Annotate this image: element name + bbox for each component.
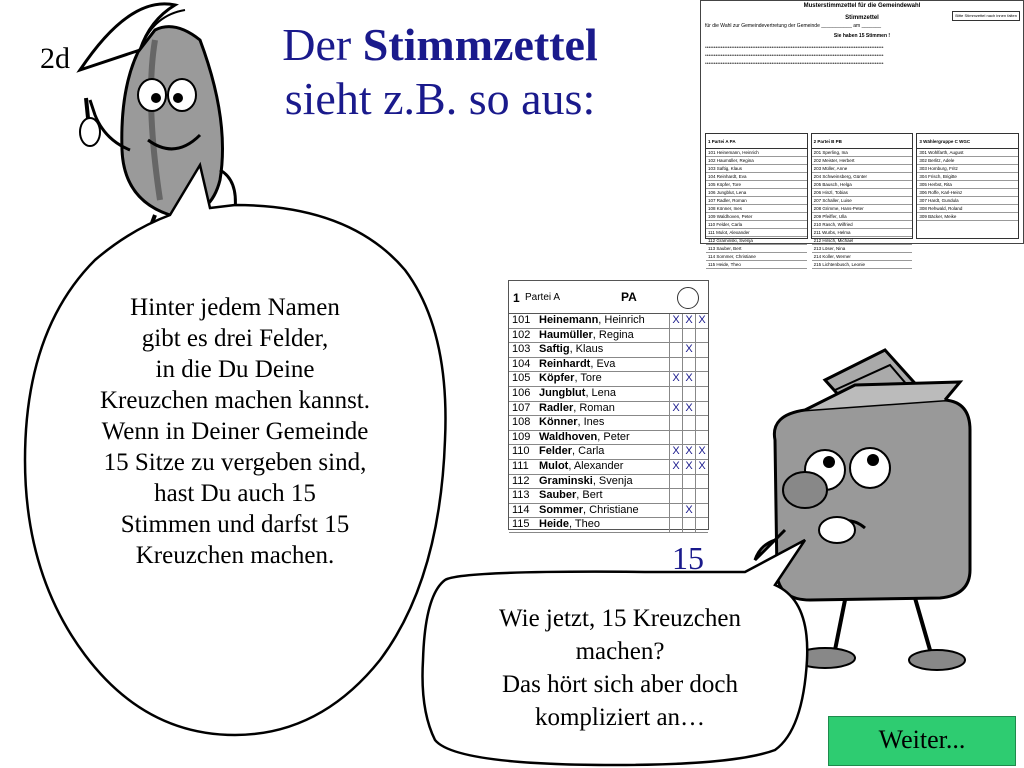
ballot-doc-row: 114 Sommer, Christiane [706, 253, 807, 261]
left-bubble-line: Hinter jedem Namen [130, 294, 340, 321]
candidate-lastname: Jungblut [539, 386, 586, 399]
ballot-doc-row: 208 Grimme, Hans-Peter [812, 205, 913, 213]
ballot-doc-row: 102 Haumüller, Regina [706, 157, 807, 165]
ballot-row [509, 504, 708, 519]
candidate-name [539, 518, 600, 531]
vote-field[interactable]: X [695, 314, 708, 328]
vote-fields [669, 489, 708, 503]
ballot-doc-row: 303 Homburg, Fritz [917, 165, 1018, 173]
vote-field[interactable] [695, 358, 708, 372]
candidate-lastname: Heide [539, 518, 569, 531]
vote-field[interactable]: X [669, 402, 682, 416]
vote-field[interactable]: X [682, 445, 695, 459]
candidate-firstname: , Roman [573, 401, 615, 414]
right-bubble-line: Das hört sich aber doch [501, 671, 739, 698]
vote-field[interactable] [669, 416, 682, 430]
ballot-doc-column [705, 133, 808, 267]
weiter-button[interactable]: Weiter... [828, 716, 1016, 766]
ballot-doc-subtitle: Stimmzettel [845, 15, 879, 21]
candidate-number: 102 [512, 328, 531, 341]
vote-field[interactable]: X [682, 314, 695, 328]
candidate-name [539, 343, 603, 356]
candidate-number: 106 [512, 386, 531, 399]
ballot-row [509, 387, 708, 402]
candidate-firstname: , Christiane [583, 503, 639, 516]
vote-field[interactable]: X [682, 504, 695, 518]
left-bubble-line: hast Du auch 15 [154, 480, 316, 507]
vote-fields [669, 431, 708, 445]
ballot-row [509, 372, 708, 387]
ballot-zoom-header [509, 281, 708, 314]
ballot-doc-row: 204 Schweinsberg, Günter [812, 173, 913, 181]
candidate-firstname: , Tore [574, 372, 602, 385]
candidate-firstname: , Alexander [568, 459, 624, 472]
vote-fields [669, 329, 708, 343]
candidate-name [539, 329, 634, 342]
ballot-doc-row: 203 Müller, Anne [812, 165, 913, 173]
vote-field[interactable] [695, 343, 708, 357]
candidate-name [539, 475, 633, 488]
vote-fields [669, 475, 708, 489]
vote-field[interactable]: X [669, 460, 682, 474]
ballot-doc-row: 206 Hinzl, Tobias [812, 189, 913, 197]
title-part2: Stimmzettel [362, 19, 598, 70]
ballot-doc-row: 302 Berlitz, Adele [917, 157, 1018, 165]
right-bubble-line: Wie jetzt, 15 Kreuzchen [499, 605, 741, 632]
ballot-doc-row: 103 Saftig, Klaus [706, 165, 807, 173]
vote-field[interactable] [695, 518, 708, 532]
ballot-doc-row: 104 Reinhardt, Eva [706, 173, 807, 181]
ballot-row [509, 518, 708, 533]
vote-field[interactable] [682, 387, 695, 401]
party-circle-field[interactable] [677, 287, 699, 309]
ballot-doc-row: 304 Frisch, Brigitte [917, 173, 1018, 181]
candidate-number: 107 [512, 401, 531, 414]
candidate-number: 101 [512, 314, 531, 326]
vote-fields [669, 416, 708, 430]
vote-field[interactable] [669, 358, 682, 372]
candidate-name [539, 431, 630, 444]
ballot-row [509, 358, 708, 373]
candidate-number: 115 [512, 518, 530, 531]
candidate-name [539, 358, 615, 371]
vote-fields [669, 402, 708, 416]
candidate-name [539, 314, 645, 327]
ballot-doc-column-header: 1 Partei A PA [706, 134, 807, 149]
vote-fields [669, 358, 708, 372]
left-bubble-line: Stimmen und darfst 15 [120, 511, 350, 538]
vote-field[interactable] [682, 329, 695, 343]
ballot-doc-row: 307 Hardt, Gundula [917, 197, 1018, 205]
vote-fields [669, 372, 708, 386]
ballot-doc-row: 309 Bäcker, Meike [917, 213, 1018, 221]
candidate-name [539, 387, 616, 400]
ballot-doc-column [811, 133, 914, 267]
party-abbr: PA [621, 290, 637, 304]
candidate-firstname: , Ines [577, 416, 605, 429]
ballot-zoom [508, 280, 709, 530]
left-bubble-line: Kreuzchen machen. [135, 542, 335, 569]
candidate-lastname: Radler [539, 401, 574, 414]
candidate-lastname: Waldhoven [539, 430, 598, 443]
candidate-number: 108 [512, 416, 531, 429]
candidate-number: 103 [512, 343, 531, 356]
ballot-doc-row: 115 Heide, Theo [706, 261, 807, 269]
candidate-lastname: Sommer [539, 503, 584, 516]
vote-field[interactable] [669, 504, 682, 518]
left-bubble-line: in die Du Deine [155, 356, 315, 383]
candidate-name [539, 402, 615, 415]
vote-field[interactable] [669, 329, 682, 343]
ballot-doc-row: 211 Wurbs, Helma [812, 229, 913, 237]
vote-field[interactable] [695, 387, 708, 401]
candidate-lastname: Mulot [539, 459, 569, 472]
candidate-firstname: , Theo [568, 518, 600, 531]
ballot-doc-row: 105 Köpfer, Tore [706, 181, 807, 189]
vote-fields [669, 387, 708, 401]
slide-title [200, 18, 680, 126]
ballot-row [509, 489, 708, 504]
ballot-doc-row: 112 Graminski, Svenja [706, 237, 807, 245]
title-part1: Der [282, 19, 363, 70]
candidate-number: 111 [512, 459, 529, 472]
vote-field[interactable] [695, 504, 708, 518]
ballot-doc-row: 107 Radler, Roman [706, 197, 807, 205]
party-number: 1 [513, 291, 520, 305]
party-name: Partei A [525, 292, 561, 303]
vote-field[interactable] [695, 475, 708, 489]
vote-field[interactable] [682, 518, 695, 532]
slide-number: 2d [40, 42, 70, 75]
vote-fields [669, 445, 708, 459]
ballot-doc-row: 308 Rehwald, Roland [917, 205, 1018, 213]
candidate-lastname: Felder [539, 445, 573, 458]
candidate-firstname: , Eva [590, 357, 616, 370]
ballot-doc-column-header: 2 Partei B PB [812, 134, 913, 149]
vote-field[interactable] [695, 329, 708, 343]
vote-field[interactable] [695, 372, 708, 386]
vote-field[interactable]: X [669, 372, 682, 386]
left-bubble-line: gibt es drei Felder, [141, 325, 329, 352]
ballot-document-thumbnail: Musterstimmzettel für die Gemeindewahl Bitte Stimmzettel nach innen falten Stimmzettel für die Wahl zur Gemeindevertretung der Gemeinde ___________ am _______ Sie haben 15 Stimmen ! •••••••••••••••••••••••••••••••••••••••••••••••••••••••••••••••••••••••••••••••••••••••••••••••••••••• •••••••••••••••••••••••••••••••••••••••••••••••••••••••••••••••••••••••••••••••••••••••••••••••••••••• •••••••••••••••••••••••••••••••••••••••••••••••••••••••••••••••••••••••••••••••••••••••••••••••••••••• 1 Partei A PA 101 Heinemann, Heinrich 102 Haumüller, Regina 103 Saftig, Klaus 104 Reinhardt, Eva 105 Köpfer, Tore 106 Jungblut, Lena 107 Radler, Roman 108 Könner, Ines 109 Waldhoven, Peter 110 Felder, Carla 111 Mulot, Alexander 112 Graminski, Svenja 113 Sauber, Bert 114 Sommer, Christiane 115 Heide, Theo 2 Partei B PB 201 Sperling, Ina 202 Meister, Herbert 203 Müller, Anne 204 Schweinsberg, Günter 205 Bausch, Helga 206 Hinzl, Tobias 207 Schaller, Luise 208 Grimme, Hans-Peter 209 Pfeiffer, Ulla 210 Rasch, Wilfried 211 Wurbs, Helma 212 Hirsch, Michael 213 Löser, Nina 214 Koller, Werner 215 Lichtenbusch, Leonie 3 Wählergruppe C WGC 301 Wohlfarth, August 302 Berlitz, Adele 303 Homburg, Fritz 304 Frisch, Brigitte 305 Herbst, Rita 306 Roffe, Karl-Heinz 307 Hardt, Gundula 308 Rehwald, Roland 309 Bäcker, Meike [700, 0, 1024, 244]
ballot-doc-row: 207 Schaller, Luise [812, 197, 913, 205]
vote-fields [669, 314, 708, 328]
right-bubble-line: machen? [575, 638, 665, 665]
vote-field[interactable] [669, 343, 682, 357]
candidate-lastname: Graminski [539, 474, 593, 487]
ballot-doc-row: 205 Bausch, Helga [812, 181, 913, 189]
vote-field[interactable] [695, 489, 708, 503]
ballot-doc-column [916, 133, 1019, 239]
candidate-number: 104 [512, 357, 531, 370]
candidate-number: 114 [512, 503, 530, 516]
candidate-number: 110 [512, 445, 530, 458]
ballot-doc-note: Bitte Stimmzettel nach innen falten [952, 11, 1020, 21]
ballot-row [509, 416, 708, 431]
vote-fields [669, 460, 708, 474]
candidate-lastname: Sauber [539, 489, 577, 502]
candidate-lastname: Köpfer [539, 372, 575, 385]
vote-field[interactable] [682, 489, 695, 503]
ballot-row [509, 475, 708, 490]
ballot-doc-row: 109 Waldhoven, Peter [706, 213, 807, 221]
candidate-lastname: Heinemann [539, 314, 599, 326]
candidate-firstname: , Regina [592, 328, 634, 341]
vote-field[interactable]: X [682, 402, 695, 416]
ballot-doc-column-header: 3 Wählergruppe C WGC [917, 134, 1018, 149]
ballot-doc-row: 301 Wohlfarth, August [917, 149, 1018, 157]
vote-field[interactable] [682, 475, 695, 489]
vote-count-label: 15 [672, 540, 704, 576]
ballot-doc-row: 214 Koller, Werner [812, 253, 913, 261]
candidate-firstname: , Heinrich [598, 314, 645, 326]
candidate-lastname: Haumüller [539, 328, 593, 341]
left-bubble-line: Kreuzchen machen kannst. [99, 387, 371, 414]
candidate-firstname: , Bert [576, 489, 603, 502]
candidate-number: 105 [512, 372, 531, 385]
vote-field[interactable]: X [669, 445, 682, 459]
vote-fields [669, 343, 708, 357]
title-line2: sieht z.B. so aus: [284, 73, 596, 124]
candidate-name [539, 372, 602, 385]
ballot-row [509, 445, 708, 460]
ballot-doc-row: 201 Sperling, Ina [812, 149, 913, 157]
ballot-row [509, 329, 708, 344]
left-bubble-text [45, 292, 425, 571]
vote-field[interactable] [682, 416, 695, 430]
vote-field[interactable] [669, 387, 682, 401]
ballot-doc-row: 113 Sauber, Bert [706, 245, 807, 253]
candidate-lastname: Könner [539, 416, 578, 429]
vote-field[interactable] [682, 431, 695, 445]
candidate-firstname: , Svenja [592, 474, 633, 487]
candidate-name [539, 489, 603, 502]
left-bubble-line: 15 Sitze zu vergeben sind, [103, 449, 367, 476]
ballot-row [509, 402, 708, 417]
ballot-doc-row: 213 Löser, Nina [812, 245, 913, 253]
ballot-doc-row: 212 Hirsch, Michael [812, 237, 913, 245]
ballot-doc-row: 305 Herbst, Rita [917, 181, 1018, 189]
candidate-number: 113 [512, 489, 530, 502]
vote-fields [669, 518, 708, 532]
candidate-number: 109 [512, 430, 531, 443]
ballot-doc-row: 209 Pfeiffer, Ulla [812, 213, 913, 221]
ballot-doc-title: Musterstimmzettel für die Gemeindewahl [803, 3, 921, 9]
candidate-name [539, 460, 623, 473]
candidate-name [539, 445, 604, 458]
ballot-doc-row: 101 Heinemann, Heinrich [706, 149, 807, 157]
ballot-doc-row: 106 Jungblut, Lena [706, 189, 807, 197]
ballot-doc-row: 202 Meister, Herbert [812, 157, 913, 165]
ballot-row [509, 460, 708, 475]
candidate-lastname: Reinhardt [539, 357, 591, 370]
vote-field[interactable]: X [682, 343, 695, 357]
vote-field[interactable] [669, 475, 682, 489]
vote-field[interactable]: X [682, 460, 695, 474]
candidate-firstname: , Klaus [569, 343, 604, 356]
vote-field[interactable] [695, 416, 708, 430]
ballot-row [509, 431, 708, 446]
candidate-firstname: , Lena [585, 386, 617, 399]
vote-fields [669, 504, 708, 518]
ballot-row [509, 314, 708, 329]
vote-field[interactable] [669, 431, 682, 445]
ballot-doc-votes: Sie haben 15 Stimmen ! [833, 33, 891, 39]
vote-field[interactable]: X [695, 445, 708, 459]
vote-field[interactable] [682, 358, 695, 372]
ballot-row [509, 343, 708, 358]
ballot-doc-row: 215 Lichtenbusch, Leonie [812, 261, 913, 269]
vote-field[interactable] [669, 518, 682, 532]
right-bubble-text [430, 602, 810, 734]
vote-field[interactable]: X [669, 314, 682, 328]
candidate-firstname: , Peter [597, 430, 630, 443]
ballot-zoom-rows [509, 314, 708, 533]
ballot-doc-row: 306 Roffe, Karl-Heinz [917, 189, 1018, 197]
candidate-lastname: Saftig [539, 343, 570, 356]
right-bubble-line: kompliziert an… [534, 704, 706, 731]
candidate-firstname: , Carla [572, 445, 605, 458]
vote-field[interactable] [695, 431, 708, 445]
vote-field[interactable]: X [695, 460, 708, 474]
left-bubble-line: Wenn in Deiner Gemeinde [101, 418, 369, 445]
ballot-doc-row: 108 Könner, Ines [706, 205, 807, 213]
vote-field[interactable] [695, 402, 708, 416]
vote-field[interactable] [669, 489, 682, 503]
ballot-doc-row: 210 Rasch, Wilfried [812, 221, 913, 229]
candidate-name [539, 504, 639, 517]
ballot-doc-row: 111 Mulot, Alexander [706, 229, 807, 237]
ballot-doc-row: 110 Felder, Carla [706, 221, 807, 229]
candidate-number: 112 [512, 474, 530, 487]
ballot-doc-line: für die Wahl zur Gemeindevertretung der Gemeinde ___________ am _______ [705, 23, 882, 29]
vote-field[interactable]: X [682, 372, 695, 386]
candidate-name [539, 416, 604, 429]
